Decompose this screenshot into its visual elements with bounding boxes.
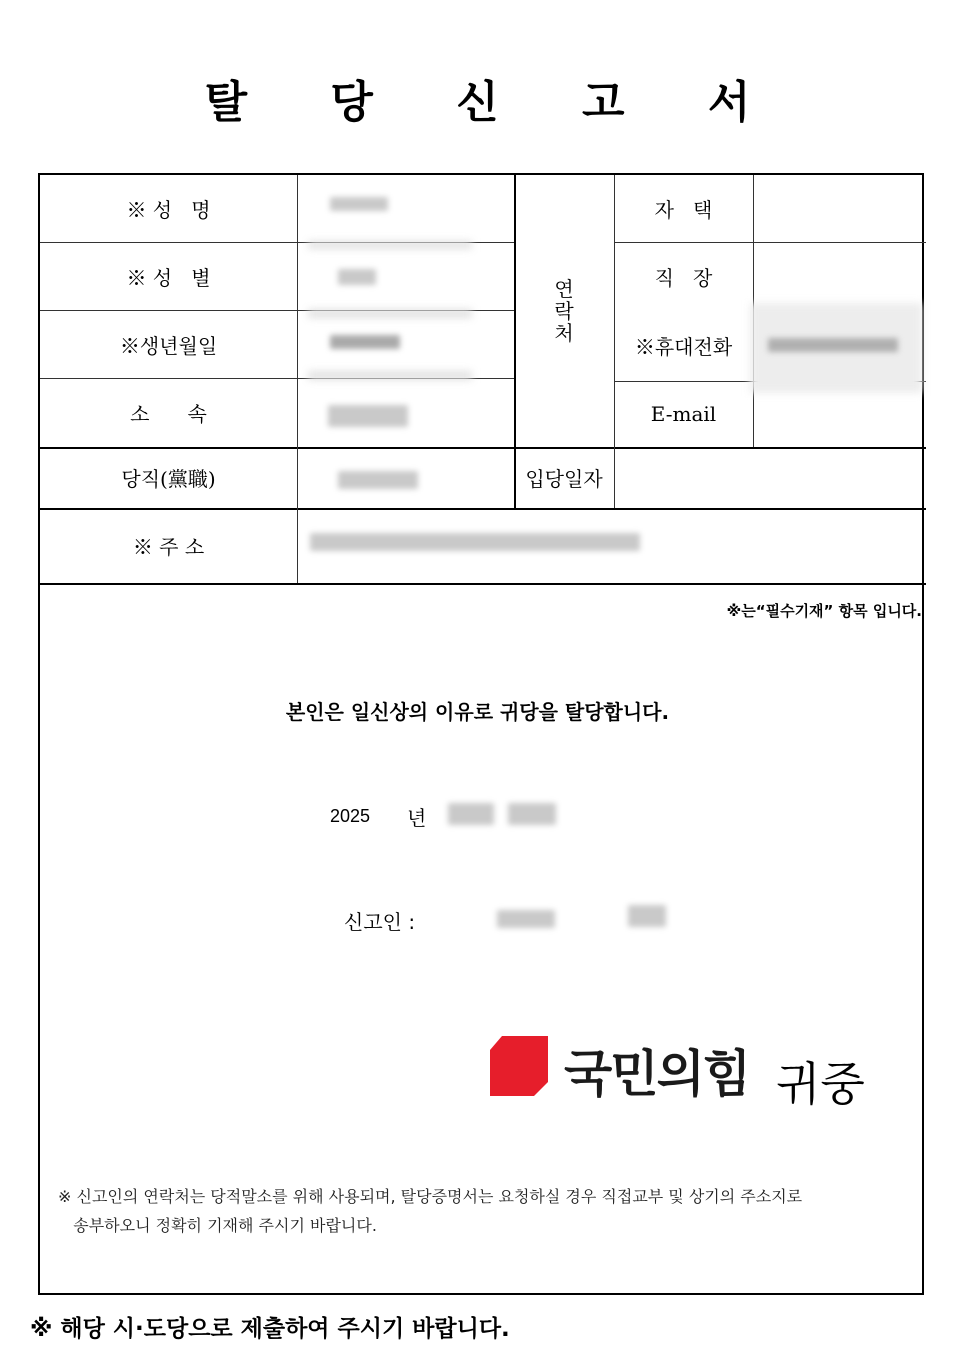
reporter-seal-redacted xyxy=(628,905,666,927)
affiliation-value-redacted xyxy=(328,405,408,427)
reporter-name-redacted xyxy=(497,910,555,928)
address-value-redacted xyxy=(310,533,640,551)
work-phone-label: 직 장 xyxy=(654,265,713,290)
document-title: 탈 당 신 고 서 xyxy=(204,77,785,128)
birth-value-redacted xyxy=(330,335,400,349)
join-date-label: 입당일자 xyxy=(525,467,603,491)
email-label: E-mail xyxy=(650,402,717,426)
redaction-strip xyxy=(308,371,472,380)
redaction-strip xyxy=(308,309,472,318)
address-label: ※ 주 소 xyxy=(132,535,205,559)
mobile-phone-label: ※휴대전화 xyxy=(634,335,733,359)
affiliation-label: 소 속 xyxy=(130,402,207,426)
form-frame xyxy=(38,173,924,1295)
date-day-redacted xyxy=(508,803,556,825)
gender-value-redacted xyxy=(338,269,376,285)
date-year: 2025 xyxy=(330,806,371,826)
required-fields-note: ※는“필수기재” 항목 입니다. xyxy=(726,602,922,620)
name-label: ※ 성 명 xyxy=(126,198,211,222)
date-year-unit: 년 xyxy=(407,806,427,830)
recipient-suffix: 귀중 xyxy=(776,1057,865,1111)
gender-label: ※ 성 별 xyxy=(126,265,211,290)
date-month-redacted xyxy=(448,803,494,825)
contact-label: 연 락 처 xyxy=(554,277,574,345)
party-position-value-redacted xyxy=(338,471,418,489)
name-value-redacted xyxy=(330,197,388,211)
submission-note: ※ 해당 시·도당으로 제출하여 주시기 바랍니다. xyxy=(30,1316,510,1342)
withdrawal-statement: 본인은 일신상의 이유로 귀당을 탈당합니다. xyxy=(285,700,670,724)
contact-usage-footnote: ※ 신고인의 연락처는 당적말소를 위해 사용되며, 탈당증명서는 요청하실 경우 직접교부 및 상기의 주소지로 송부하오니 정확히 기재해 주시기 바랍니다. xyxy=(58,1187,803,1235)
reporter-label: 신고인 : xyxy=(344,910,416,934)
party-position-label: 당직(黨職) xyxy=(121,467,216,491)
mobile-value-redacted xyxy=(768,338,898,352)
party-logo-icon xyxy=(488,1036,550,1096)
redaction-strip xyxy=(308,241,472,249)
party-name: 국민의힘 xyxy=(564,1045,750,1103)
birth-label: ※생년월일 xyxy=(119,333,218,358)
home-phone-label: 자 택 xyxy=(654,198,713,222)
